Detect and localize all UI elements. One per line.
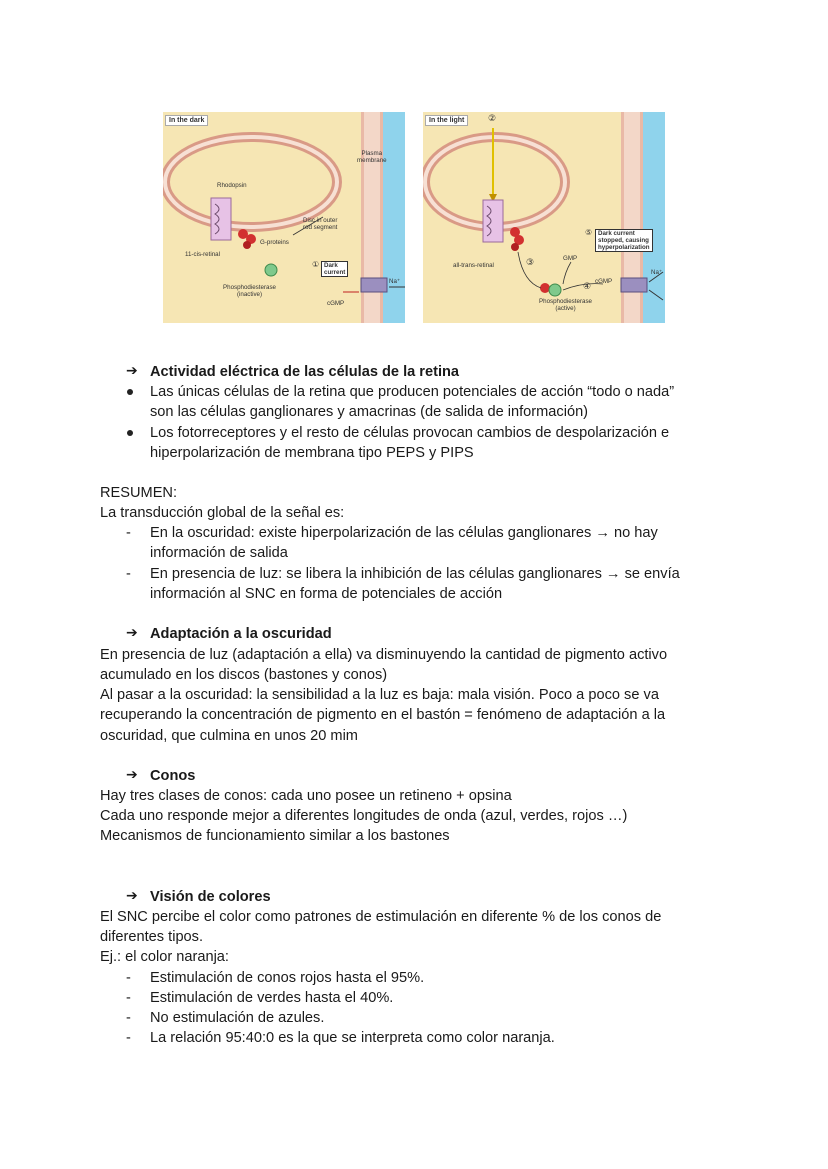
arrow-bullet-icon: ➔ xyxy=(126,362,138,378)
pde-label: Phosphodiesterase (active) xyxy=(539,298,592,312)
arrow-bullet-icon: ➔ xyxy=(126,624,138,640)
paragraph-line: son las células ganglionares y amacrinas (de salida de información) xyxy=(150,404,589,420)
gmp-label: GMP xyxy=(563,255,578,262)
paragraph-line: Hay tres clases de conos: cada uno posee un retineno + opsina xyxy=(100,788,512,804)
paragraph-line: acumulado en los discos (bastones y conos) xyxy=(100,667,388,683)
bullet-dot-icon xyxy=(127,389,133,395)
paragraph-line: información al SNC en forma de potenciales de acción xyxy=(150,586,503,602)
dash-bullet-icon: - xyxy=(126,990,131,1006)
g-proteins-label: G-proteins xyxy=(260,239,289,246)
section-heading-actividad: Actividad eléctrica de las células de la retina xyxy=(150,364,460,380)
plasma-membrane-label: Plasma membrane xyxy=(357,150,387,164)
paragraph-line: diferentes tipos. xyxy=(100,929,204,945)
bullet-dot-icon xyxy=(127,430,133,436)
rod-disc-diagram-light xyxy=(423,112,665,323)
retinal-label: 11-cis-retinal xyxy=(185,251,220,258)
retinal-label: all-trans-retinal xyxy=(453,262,494,269)
section-heading-adaptacion: Adaptación a la oscuridad xyxy=(150,626,332,642)
sodium-label: Na⁺ xyxy=(389,278,401,285)
paragraph-line: oscuridad, que culmina en unos 20 mim xyxy=(100,728,358,744)
paragraph-line: Los fotorreceptores y el resto de células provocan cambios de despolarización e xyxy=(150,425,670,441)
paragraph-line: Las únicas células de la retina que producen potenciales de acción “todo o nada” xyxy=(150,384,675,400)
section-heading-conos: Conos xyxy=(150,768,196,784)
dash-bullet-icon: - xyxy=(126,566,131,582)
step-number: ① xyxy=(312,260,320,269)
paragraph-line: hiperpolarización de membrana tipo PEPS y PIPS xyxy=(150,445,474,461)
paragraph-line: En la oscuridad: existe hiperpolarización de las células ganglionares → no hay xyxy=(150,525,658,541)
step-number: ③ xyxy=(526,257,535,267)
cgmp-label: cGMP xyxy=(327,300,345,307)
dash-bullet-icon: - xyxy=(126,525,131,541)
paragraph-line: Estimulación de conos rojos hasta el 95%. xyxy=(150,970,425,986)
arrow-bullet-icon: ➔ xyxy=(126,887,138,903)
paragraph-line: La transducción global de la señal es: xyxy=(100,505,345,521)
paragraph-line: En presencia de luz (adaptación a ella) va disminuyendo la cantidad de pigmento activo xyxy=(100,647,668,663)
arrow-bullet-icon: ➔ xyxy=(126,766,138,782)
disc-label: Disc in outer rod segment xyxy=(303,217,338,231)
dash-bullet-icon: - xyxy=(126,1010,131,1026)
figure-label: In the light xyxy=(425,115,468,126)
paragraph-line: La relación 95:40:0 es la que se interpreta como color naranja. xyxy=(150,1030,555,1046)
paragraph-line: Al pasar a la oscuridad: la sensibilidad a la luz es baja: mala visión. Poco a poco se va xyxy=(100,687,659,703)
paragraph-line: recuperando la concentración de pigmento en el bastón = fenómeno de adaptación a la xyxy=(100,707,666,723)
rhodopsin-label: Rhodopsin xyxy=(217,182,247,189)
figure-label: In the dark xyxy=(165,115,208,126)
resumen-heading: RESUMEN: xyxy=(100,485,178,501)
step-number: ⑤ xyxy=(585,228,593,237)
paragraph-line: Mecanismos de funcionamiento similar a los bastones xyxy=(100,828,450,844)
sodium-label: Na⁺ xyxy=(651,269,663,276)
paragraph-line: En presencia de luz: se libera la inhibición de las células ganglionares → se envía xyxy=(150,566,680,582)
dash-bullet-icon: - xyxy=(126,970,131,986)
figure-in-the-dark xyxy=(163,112,405,323)
paragraph-line: Ej.: el color naranja: xyxy=(100,949,229,965)
paragraph-line: No estimulación de azules. xyxy=(150,1010,325,1026)
cgmp-label: cGMP xyxy=(595,278,613,285)
paragraph-line: información de salida xyxy=(150,545,288,561)
step-number: ② xyxy=(488,113,497,123)
paragraph-line: Cada uno responde mejor a diferentes longitudes de onda (azul, verdes, rojos …) xyxy=(100,808,628,824)
rod-disc-diagram-dark xyxy=(163,112,405,323)
dash-bullet-icon: - xyxy=(126,1030,131,1046)
paragraph-line: Estimulación de verdes hasta el 40%. xyxy=(150,990,394,1006)
pde-label: Phosphodiesterase (inactive) xyxy=(223,284,276,298)
paragraph-line: El SNC percibe el color como patrones de estimulación en diferente % de los conos de xyxy=(100,909,662,925)
step-number: ④ xyxy=(583,281,592,291)
figure-in-the-light xyxy=(423,112,665,323)
section-heading-vision: Visión de colores xyxy=(150,889,271,905)
dark-current-label: Dark current xyxy=(321,261,348,277)
dark-current-stopped-label: Dark current stopped, causing hyperpolarization xyxy=(595,229,653,252)
